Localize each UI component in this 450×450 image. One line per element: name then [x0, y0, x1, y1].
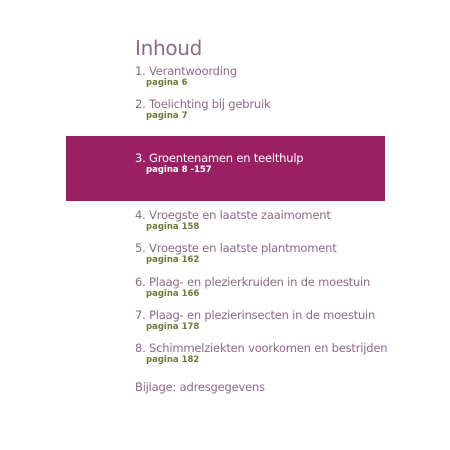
toc-entry-4[interactable] — [135, 208, 435, 233]
toc-entry-label: 8. Schimmelziekten voorkomen en bestrijden — [135, 341, 388, 355]
toc-entry-page: pagina 162 — [146, 255, 200, 265]
toc-entry-1[interactable] — [135, 64, 435, 89]
toc-entry-7[interactable] — [135, 308, 435, 333]
toc-entry-label: 3. Groentenamen en teelthulp — [135, 151, 304, 165]
toc-entry-label: 6. Plaag- en plezierkruiden in de moestuin — [135, 275, 371, 289]
toc-entry-3[interactable] — [135, 151, 435, 176]
page-title: Inhoud — [135, 36, 203, 60]
toc-entry-label: 7. Plaag- en plezierinsecten in de moestuin — [135, 308, 376, 322]
toc-entry-label: 1. Verantwoording — [135, 64, 237, 78]
toc-entry-page: pagina 182 — [146, 355, 200, 365]
toc-entry-6[interactable] — [135, 275, 435, 300]
toc-entry-label: 2. Toelichting bij gebruik — [135, 97, 271, 111]
toc-entry-page: pagina 158 — [146, 222, 200, 232]
toc-entry-page: pagina 7 — [146, 111, 188, 121]
toc-appendix[interactable]: Bijlage: adresgegevens — [135, 380, 265, 394]
toc-entry-page: pagina 6 — [146, 78, 188, 88]
toc-entry-5[interactable] — [135, 241, 435, 266]
toc-entry-label: 5. Vroegste en laatste plantmoment — [135, 241, 337, 255]
toc-entry-2[interactable] — [135, 97, 435, 122]
toc-entry-8[interactable] — [135, 341, 435, 366]
toc-entry-page: pagina 178 — [146, 322, 200, 332]
toc-entry-label: 4. Vroegste en laatste zaaimoment — [135, 208, 331, 222]
toc-entry-page: pagina 166 — [146, 289, 200, 299]
toc-entry-page: pagina 8 -157 — [146, 165, 212, 175]
highlight-band — [66, 136, 385, 201]
